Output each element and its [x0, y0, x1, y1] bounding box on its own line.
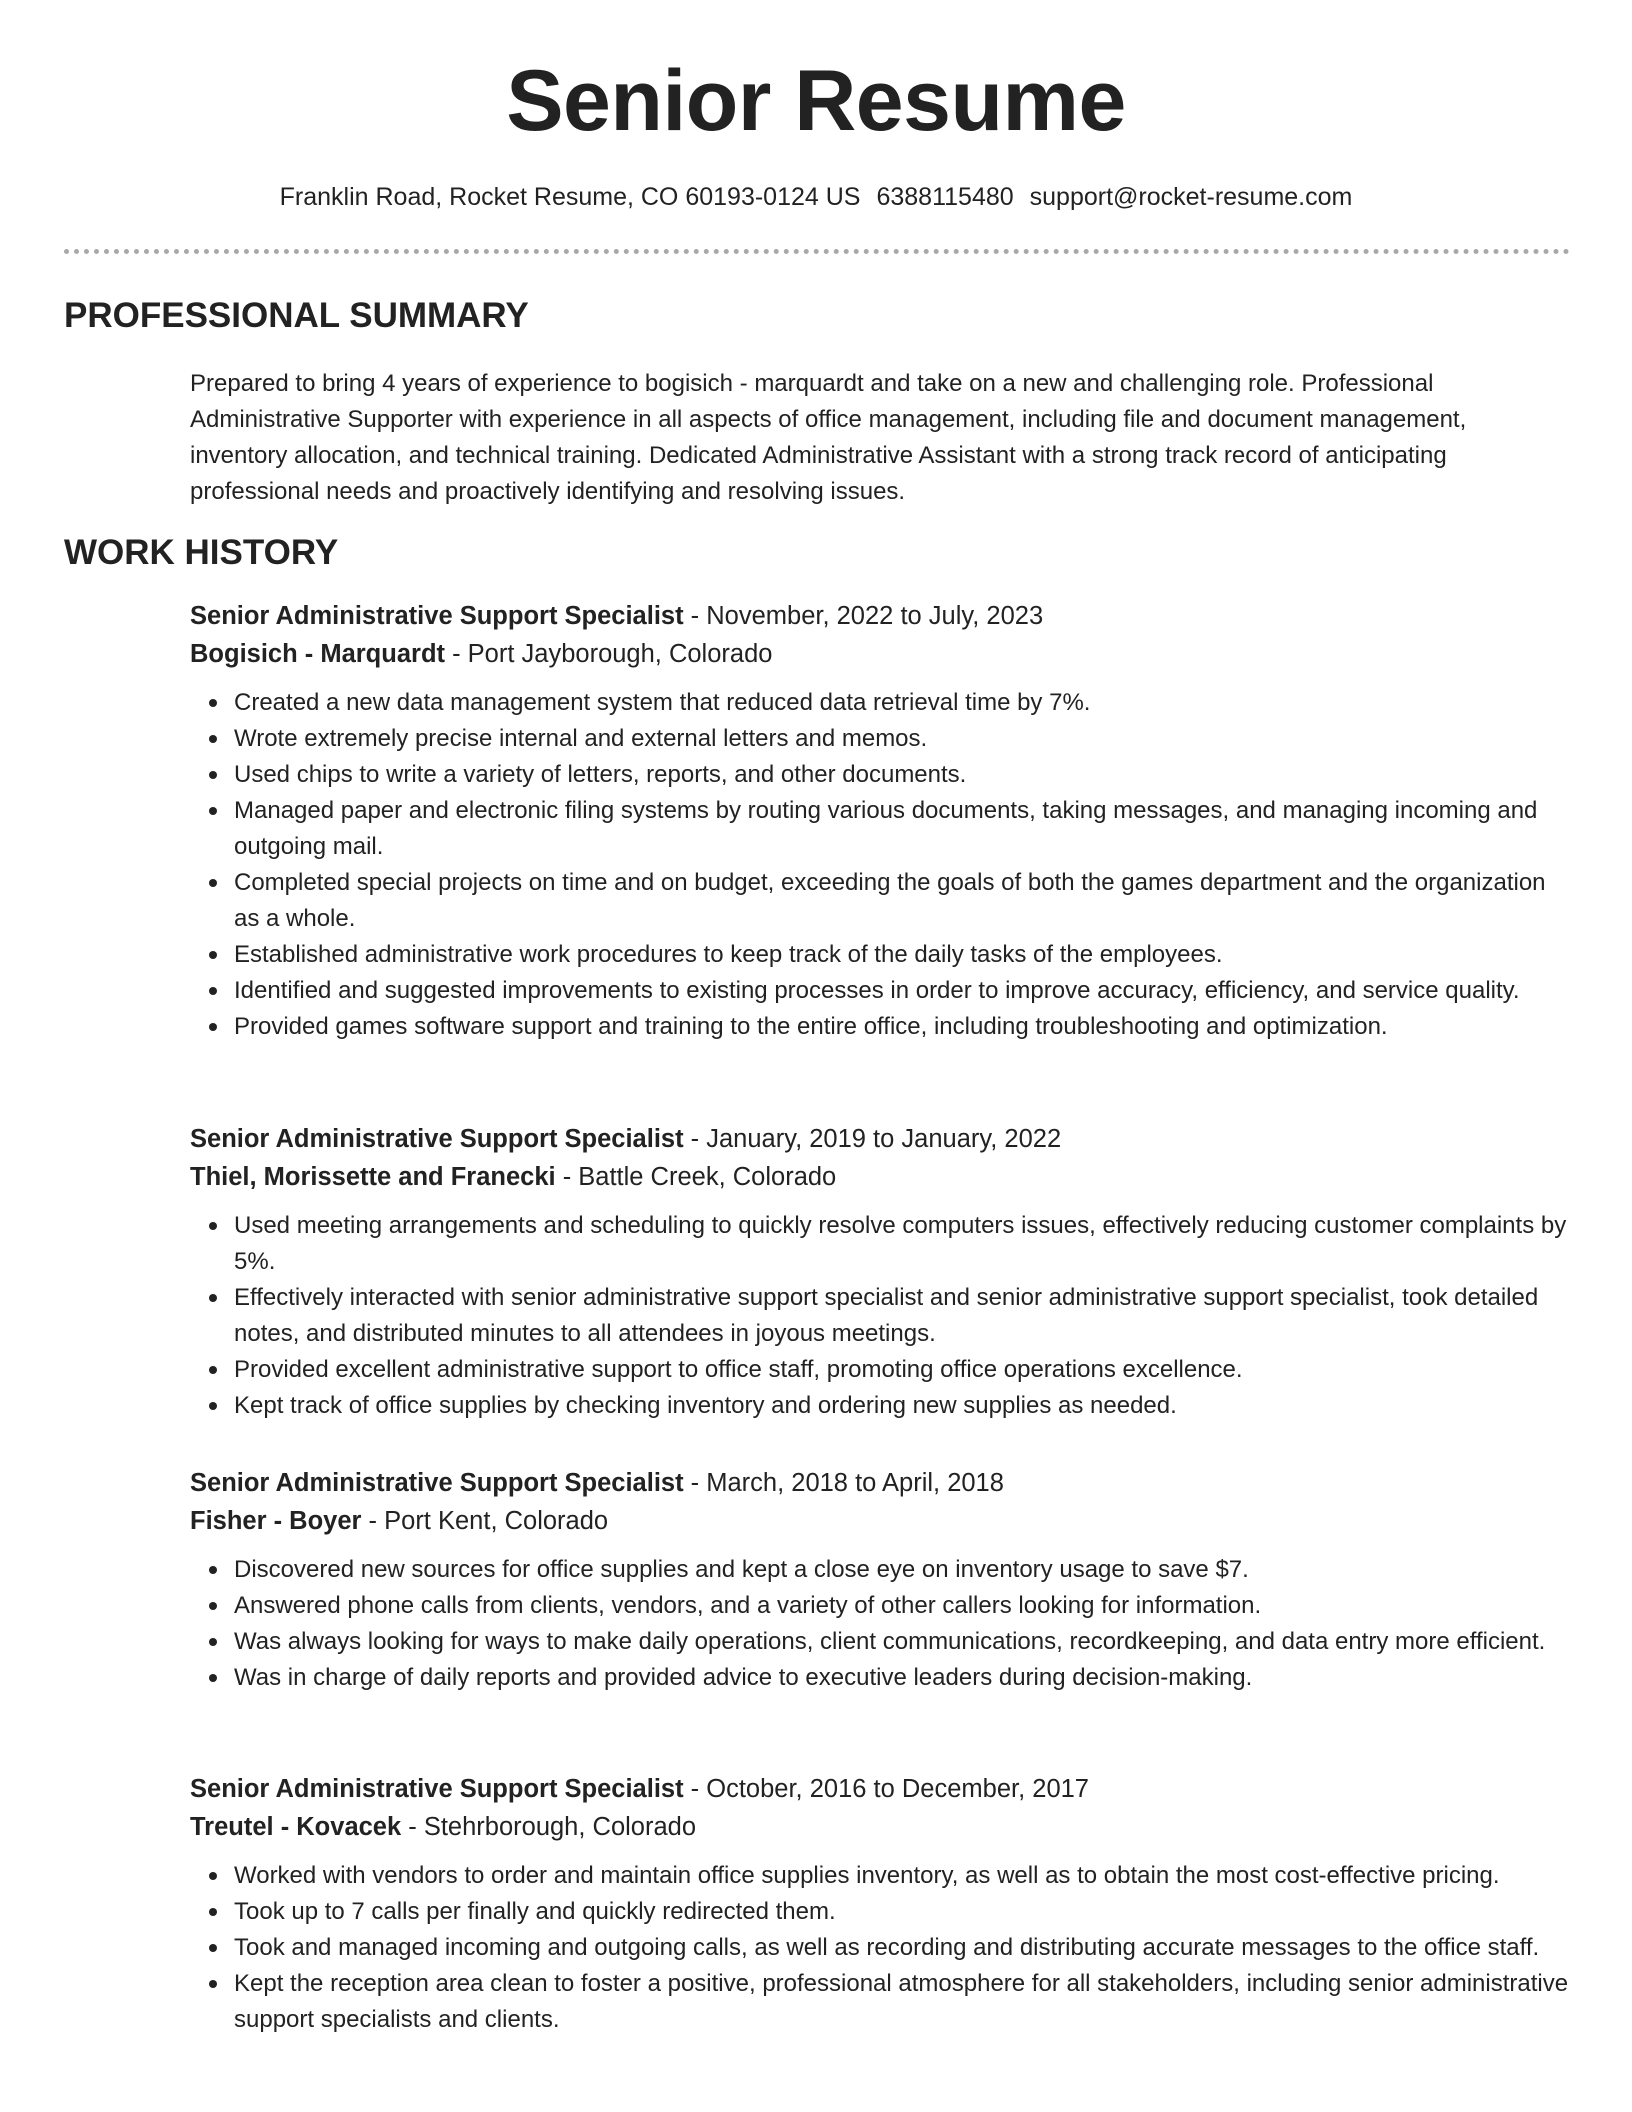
job-location: - Port Kent, Colorado — [361, 1507, 609, 1535]
job-bullet: Provided excellent administrative support to office staff, promoting office operations excellence. — [234, 1352, 1575, 1388]
job-bullets — [190, 1552, 1575, 1696]
job-dates: - March, 2018 to April, 2018 — [683, 1469, 1004, 1497]
job-bullet: Discovered new sources for office supplies and kept a close eye on inventory usage to save $7. — [234, 1552, 1575, 1588]
job-location: - Port Jayborough, Colorado — [445, 640, 773, 668]
job-bullet: Answered phone calls from clients, vendors, and a variety of other callers looking for information. — [234, 1588, 1575, 1624]
job-title-line — [190, 1770, 1575, 1808]
job-bullet: Provided games software support and training to the entire office, including troubleshooting and optimization. — [234, 1009, 1575, 1045]
job-bullets — [190, 1858, 1575, 2038]
job-bullet: Used meeting arrangements and scheduling to quickly resolve computers issues, effectively reducing customer complaints by 5%. — [234, 1208, 1575, 1280]
header-divider — [64, 249, 1570, 254]
job-company-line — [190, 1808, 1575, 1846]
job-title: Senior Administrative Support Specialist — [190, 1125, 684, 1153]
contact-email[interactable]: support@rocket-resume.com — [1029, 183, 1353, 211]
job-bullet: Wrote extremely precise internal and external letters and memos. — [234, 721, 1575, 757]
job-company: Treutel - Kovacek — [190, 1813, 402, 1841]
job-dates: - January, 2019 to January, 2022 — [683, 1125, 1062, 1153]
job-bullet: Completed special projects on time and on budget, exceeding the goals of both the games department and the organization as a whole. — [234, 865, 1575, 937]
contact-phone: 6388115480 — [876, 183, 1014, 211]
resume-title: Senior Resume — [506, 53, 1126, 149]
job-bullet: Took up to 7 calls per finally and quickly redirected them. — [234, 1894, 1575, 1930]
job-company: Fisher - Boyer — [190, 1507, 362, 1535]
job-bullet: Kept the reception area clean to foster a positive, professional atmosphere for all stakeholders, including senior administrative support specialists and clients. — [234, 1966, 1575, 2038]
job-title: Senior Administrative Support Specialist — [190, 1775, 684, 1803]
job-bullet: Established administrative work procedures to keep track of the daily tasks of the employees. — [234, 937, 1575, 973]
job-bullets — [190, 1208, 1575, 1424]
job-location: - Stehrborough, Colorado — [401, 1813, 697, 1841]
work-history-heading: WORK HISTORY — [64, 533, 339, 572]
job-entry — [190, 597, 1575, 1045]
job-bullet: Kept track of office supplies by checking inventory and ordering new supplies as needed. — [234, 1388, 1575, 1424]
summary-text: Prepared to bring 4 years of experience to bogisich - marquardt and take on a new and challenging role. Professional Administrative Supporter with experience in all aspects of office management, including file and document management, inventory allocation, and technical training. Dedicated Administrative Assistant with a strong track record of anticipating professional needs and proactively identifying and resolving issues. — [190, 370, 1467, 505]
job-location: - Battle Creek, Colorado — [555, 1163, 837, 1191]
job-entry — [190, 1464, 1575, 1696]
job-title: Senior Administrative Support Specialist — [190, 602, 684, 630]
job-bullets — [190, 685, 1575, 1045]
job-bullet: Used chips to write a variety of letters, reports, and other documents. — [234, 757, 1575, 793]
summary-heading: PROFESSIONAL SUMMARY — [64, 296, 529, 335]
job-company-line — [190, 1158, 1575, 1196]
job-bullet: Was in charge of daily reports and provided advice to executive leaders during decision-making. — [234, 1660, 1575, 1696]
job-bullet: Was always looking for ways to make daily operations, client communications, recordkeeping, and data entry more efficient. — [234, 1624, 1575, 1660]
job-dates: - November, 2022 to July, 2023 — [683, 602, 1044, 630]
contact-address: Franklin Road, Rocket Resume, CO 60193-0124 US — [279, 183, 861, 211]
job-title: Senior Administrative Support Specialist — [190, 1469, 684, 1497]
job-company: Bogisich - Marquardt — [190, 640, 446, 668]
job-title-line — [190, 1120, 1575, 1158]
job-title-line — [190, 597, 1575, 635]
job-bullet: Identified and suggested improvements to existing processes in order to improve accuracy, efficiency, and service quality. — [234, 973, 1575, 1009]
job-title-line — [190, 1464, 1575, 1502]
job-company-line — [190, 1502, 1575, 1540]
job-entry — [190, 1120, 1575, 1424]
job-bullet: Worked with vendors to order and maintain office supplies inventory, as well as to obtain the most cost-effective pricing. — [234, 1858, 1575, 1894]
job-bullet: Effectively interacted with senior administrative support specialist and senior administrative support specialist, took detailed notes, and distributed minutes to all attendees in joyous meetings. — [234, 1280, 1575, 1352]
job-company-line — [190, 635, 1575, 673]
job-bullet: Took and managed incoming and outgoing calls, as well as recording and distributing accurate messages to the office staff. — [234, 1930, 1575, 1966]
job-bullet: Created a new data management system that reduced data retrieval time by 7%. — [234, 685, 1575, 721]
job-bullet: Managed paper and electronic filing systems by routing various documents, taking messages, and managing incoming and outgoing mail. — [234, 793, 1575, 865]
job-company: Thiel, Morissette and Franecki — [190, 1163, 556, 1191]
contact-line — [0, 181, 1632, 214]
job-dates: - October, 2016 to December, 2017 — [683, 1775, 1089, 1803]
job-entry — [190, 1770, 1575, 2038]
